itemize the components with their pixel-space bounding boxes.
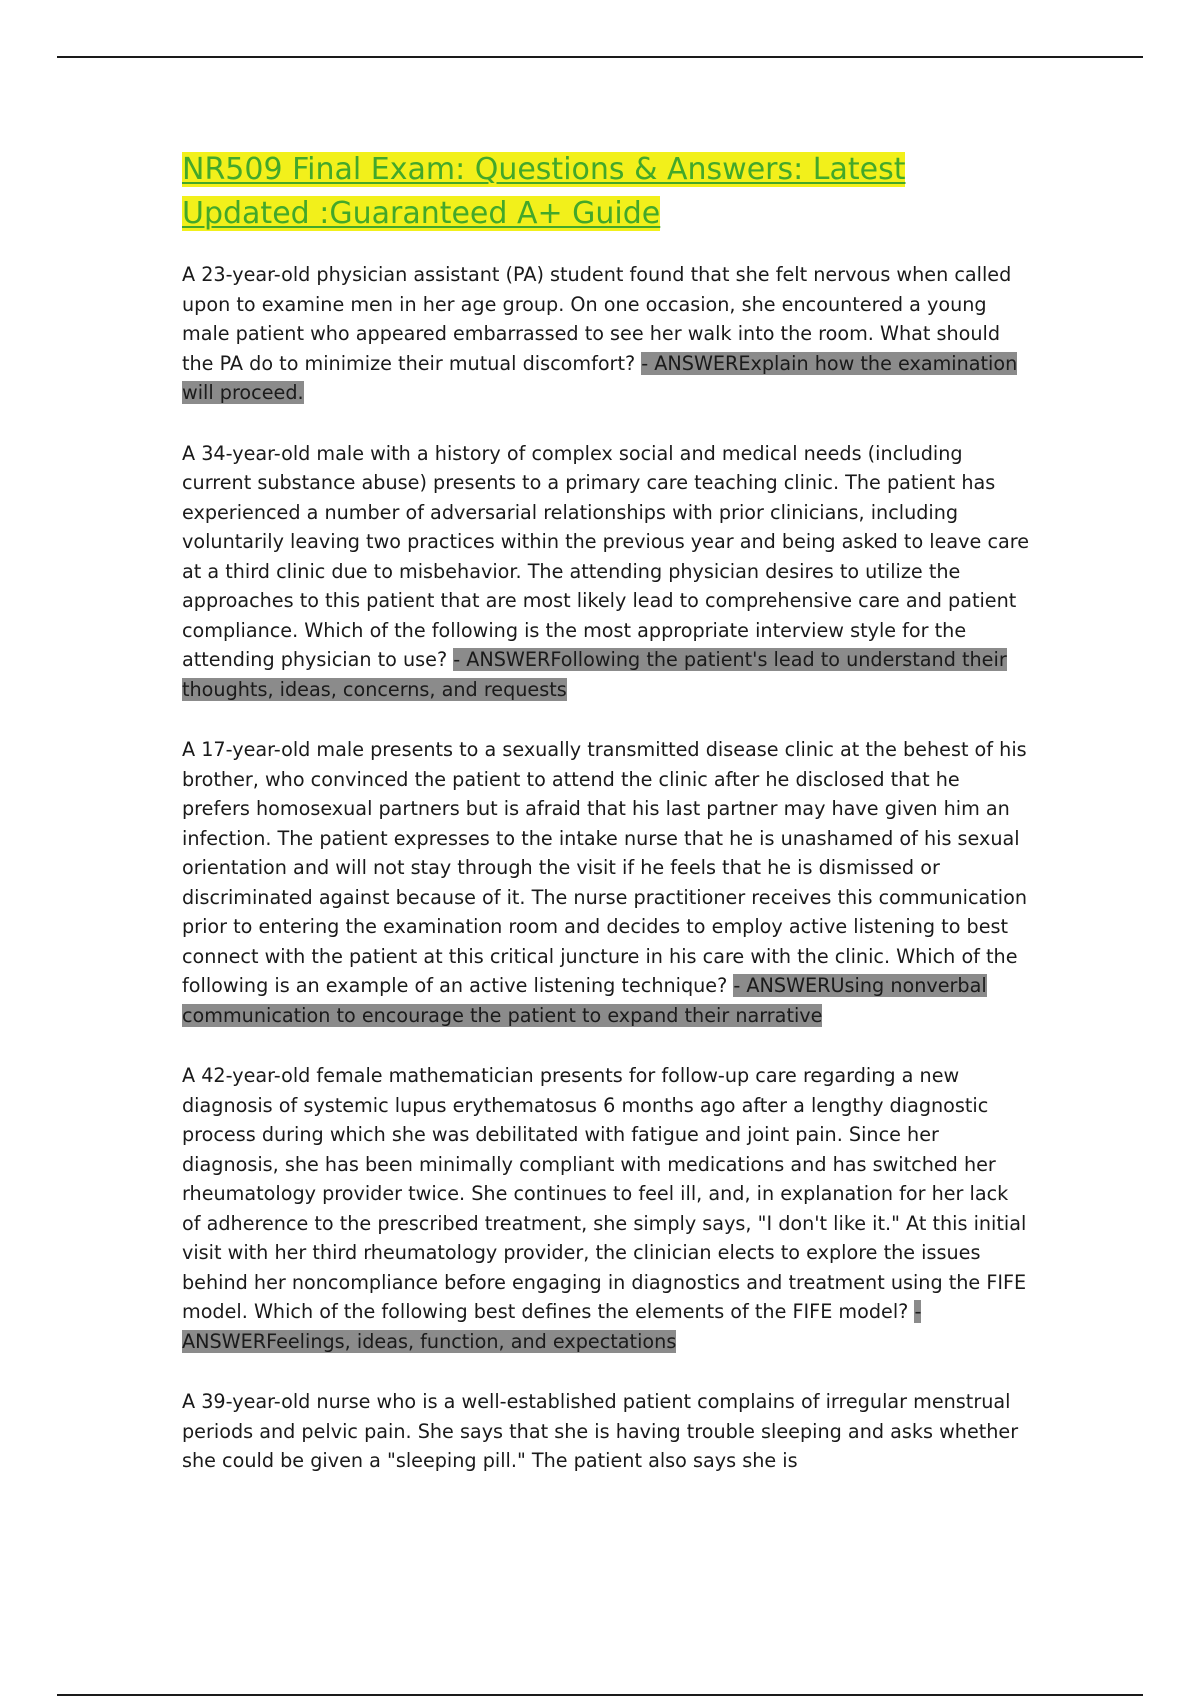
qa-item	[182, 1387, 1032, 1476]
qa-item	[182, 439, 1032, 705]
qa-item	[182, 1061, 1032, 1356]
answer-text: - ANSWERFeelings, ideas, function, and expectations	[182, 1300, 922, 1353]
answer-text: - ANSWERFollowing the patient's lead to understand their thoughts, ideas, concerns, and requests	[182, 648, 1007, 701]
answer-text: - ANSWERExplain how the examination will proceed.	[182, 351, 1018, 404]
question-text: A 34-year-old male with a history of complex social and medical needs (including current substance abuse) presents to a primary care teaching clinic. The patient has experienced a number of adversarial relationships with prior clinicians, including voluntarily leaving two practices within the previous year and being asked to leave care at a third clinic due to misbehavior. The attending physician desires to utilize the approaches to this patient that are most likely lead to comprehensive care and patient compliance. Which of the following is the most appropriate interview style for the attending physician to use?	[182, 441, 1030, 671]
qa-item	[182, 260, 1032, 408]
answer-text: - ANSWERUsing nonverbal communication to encourage the patient to expand their narrative	[182, 974, 987, 1027]
document-title	[182, 148, 1032, 236]
document-body	[182, 148, 1032, 1507]
document-title-text: NR509 Final Exam: Questions & Answers: Latest Updated :Guaranteed A+ Guide	[182, 152, 906, 231]
question-text: A 39-year-old nurse who is a well-established patient complains of irregular menstrual periods and pelvic pain. She says that she is having trouble sleeping and asks whether she could be given a "sleeping pill." The patient also says she is	[182, 1390, 1019, 1472]
qa-item	[182, 735, 1032, 1030]
header-rule	[57, 56, 1143, 58]
question-text: A 23-year-old physician assistant (PA) student found that she felt nervous when called upon to examine men in her age group. On one occasion, she encountered a young male patient who appeared embarrassed to see her walk into the room. What should the PA do to minimize their mutual discomfort?	[182, 263, 1012, 375]
question-text: A 42-year-old female mathematician presents for follow-up care regarding a new diagnosis of systemic lupus erythematosus 6 months ago after a lengthy diagnostic process during which she was debilitated with fatigue and joint pain. Since her diagnosis, she has been minimally compliant with medications and has switched her rheumatology provider twice. She continues to feel ill, and, in explanation for her lack of adherence to the prescribed treatment, she simply says, "I don't like it." At this initial visit with her third rheumatology provider, the clinician elects to explore the issues behind her noncompliance before engaging in diagnostics and treatment using the FIFE model. Which of the following best defines the elements of the FIFE model?	[182, 1064, 1027, 1323]
question-text: A 17-year-old male presents to a sexually transmitted disease clinic at the behest of his brother, who convinced the patient to attend the clinic after he disclosed that he prefers homosexual partners but is afraid that his last partner may have given him an infection. The patient expresses to the intake nurse that he is unashamed of his sexual orientation and will not stay through the visit if he feels that he is dismissed or discriminated against because of it. The nurse practitioner receives this communication prior to entering the examination room and decides to employ active listening to best connect with the patient at this critical juncture in his care with the clinic. Which of the following is an example of an active listening technique?	[182, 738, 1028, 997]
footer-rule	[57, 1694, 1143, 1696]
